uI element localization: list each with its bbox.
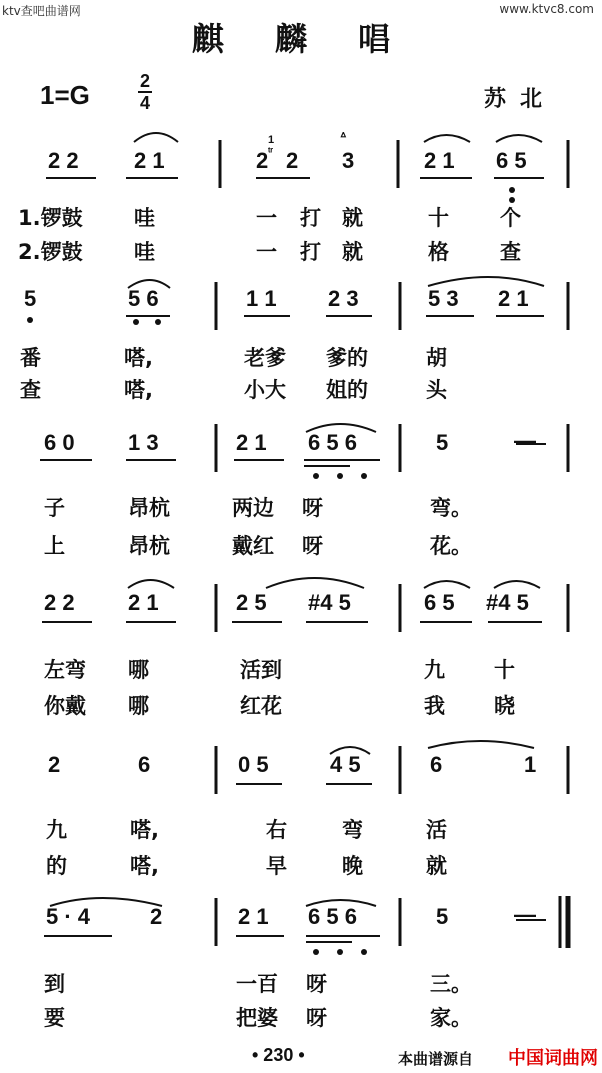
grace-note: 1 xyxy=(268,134,275,146)
lyric: 嗒, xyxy=(130,854,159,878)
lyric: 弯。 xyxy=(430,496,472,520)
score-system-2 xyxy=(0,270,602,410)
note-group: 2 1 xyxy=(498,286,529,311)
watermark-left: ktv查吧曲谱网 xyxy=(2,4,81,18)
system-6-lines xyxy=(0,892,602,1042)
lyric: 就 xyxy=(342,206,363,230)
note-group: 5 3 xyxy=(428,286,459,311)
note-group: 5 xyxy=(436,904,449,929)
dash: — xyxy=(514,902,536,927)
lyric: 胡 xyxy=(426,346,447,370)
lyric: 番 xyxy=(20,346,41,370)
lyric: 查 xyxy=(20,378,41,402)
lyric: 十 xyxy=(428,206,449,230)
lyric: 要 xyxy=(44,1006,65,1030)
score-system-4 xyxy=(0,570,602,730)
lyric: 晓 xyxy=(494,694,515,718)
score-system-3 xyxy=(0,410,602,560)
song-title: 麒 麟 唱 xyxy=(191,20,411,58)
region-label: 苏北 xyxy=(483,87,556,112)
score-system-5 xyxy=(0,732,602,882)
lyric: 一百 xyxy=(236,972,278,996)
lyric: 红花 xyxy=(240,694,282,718)
note-group: 2 5 xyxy=(236,590,267,615)
system-3-lines xyxy=(0,410,602,560)
note-group: 5 6 xyxy=(128,286,159,311)
lyric: 早 xyxy=(266,854,287,878)
lyric: 左弯 xyxy=(44,658,86,682)
lyric: 两边 xyxy=(232,496,274,520)
lyric: 上 xyxy=(44,534,65,558)
lyric: 头 xyxy=(426,378,447,402)
note-group: 3 xyxy=(342,148,355,173)
score-system-6 xyxy=(0,892,602,1042)
lyric: 右 xyxy=(266,818,287,842)
note-group: 1 xyxy=(524,752,537,777)
lyric: 到 xyxy=(44,972,65,996)
note-group: 6 5 6 xyxy=(308,904,357,929)
note-group: 2 1 xyxy=(236,430,267,455)
lyric: 打 xyxy=(300,240,321,264)
lyric: 格 xyxy=(428,240,449,264)
lyric: 家。 xyxy=(430,1006,472,1030)
lyric: 哪 xyxy=(128,694,149,718)
lyric: 活到 xyxy=(240,658,282,682)
lyric: 子 xyxy=(44,496,65,520)
note-group: 2 1 xyxy=(128,590,159,615)
note-group: 2 xyxy=(256,148,269,173)
lyric: 小大 xyxy=(244,378,286,402)
lyric: 昂杭 xyxy=(128,534,170,558)
note-group: 4 5 xyxy=(330,752,361,777)
lyric: 晚 xyxy=(342,854,363,878)
note-group: 2 1 xyxy=(134,148,165,173)
note-group: #4 5 xyxy=(486,590,529,615)
note-group: 2 xyxy=(48,752,61,777)
lyric: 呀 xyxy=(302,534,323,558)
source-label: 本曲谱源自 xyxy=(398,1050,474,1068)
lyric: 哇 xyxy=(134,206,155,230)
lyric: 一 xyxy=(256,240,277,264)
note-group: 2 3 xyxy=(328,286,359,311)
lyric: 的 xyxy=(46,854,67,878)
lyric: 九 xyxy=(424,658,445,682)
note-group: 2 xyxy=(286,148,299,173)
note-group: 6 xyxy=(430,752,443,777)
score-system-1 xyxy=(0,120,602,270)
note-group: 0 5 xyxy=(238,752,269,777)
lyric: 九 xyxy=(46,818,67,842)
lyric: 呀 xyxy=(306,972,327,996)
lyric: 爹的 xyxy=(326,346,368,370)
page-number: • 230 • xyxy=(252,1045,305,1065)
lyric: 我 xyxy=(424,694,445,718)
lyric: 昂杭 xyxy=(128,496,170,520)
watermark-right: www.ktvc8.com xyxy=(499,2,594,16)
note-group: 2 2 xyxy=(48,148,79,173)
note-group: 2 2 xyxy=(44,590,75,615)
lyric: 三。 xyxy=(430,972,472,996)
lyric: 老爹 xyxy=(244,346,286,370)
meter-bottom: 4 xyxy=(139,93,150,113)
time-signature xyxy=(138,72,152,112)
trill-mark: ᐞ xyxy=(340,130,347,144)
brand-link[interactable]: 中国词曲网 xyxy=(508,1048,598,1069)
note-group: 6 xyxy=(138,752,151,777)
note-group: 6 5 xyxy=(496,148,527,173)
lyric: 花。 xyxy=(430,534,472,558)
lyric: 2.锣鼓 xyxy=(18,240,83,264)
lyric: 呀 xyxy=(302,496,323,520)
lyric: 把婆 xyxy=(236,1006,278,1030)
lyric: 姐的 xyxy=(326,378,368,402)
lyric: 就 xyxy=(342,240,363,264)
lyric: 一 xyxy=(256,206,277,230)
lyric: 十 xyxy=(494,658,515,682)
note-group: 1 1 xyxy=(246,286,277,311)
meter-top: 2 xyxy=(139,71,150,91)
note-group: 6 5 6 xyxy=(308,430,357,455)
lyric: 呀 xyxy=(306,1006,327,1030)
lyric: 哪 xyxy=(128,658,149,682)
lyric: 戴红 xyxy=(232,534,274,558)
lyric: 个 xyxy=(500,206,521,230)
lyric: 1.锣鼓 xyxy=(18,206,83,230)
note-group: 2 1 xyxy=(238,904,269,929)
note-group: #4 5 xyxy=(308,590,351,615)
note-group: 2 1 xyxy=(424,148,455,173)
grace-mark: ᵗʳ xyxy=(268,146,274,158)
lyric: 打 xyxy=(300,206,321,230)
lyric: 活 xyxy=(426,818,447,842)
lyric: 嗒, xyxy=(130,818,159,842)
note-group: 2 xyxy=(150,904,163,929)
note-group: 5 xyxy=(24,286,37,311)
lyric: 查 xyxy=(500,240,521,264)
note-group: 5 xyxy=(436,430,449,455)
note-group: 5 · 4 xyxy=(46,904,91,929)
note-group: 1 3 xyxy=(128,430,159,455)
lyric: 嗒, xyxy=(124,346,153,370)
lyric: 哇 xyxy=(134,240,155,264)
note-group: 6 5 xyxy=(424,590,455,615)
lyric: 弯 xyxy=(342,818,363,842)
lyric: 你戴 xyxy=(44,694,86,718)
note-group: 6 0 xyxy=(44,430,75,455)
dash: — xyxy=(514,428,536,453)
system-5-lines xyxy=(0,732,602,882)
key-signature: 1=G xyxy=(40,80,90,110)
lyric: 嗒, xyxy=(124,378,153,402)
lyric: 就 xyxy=(426,854,447,878)
